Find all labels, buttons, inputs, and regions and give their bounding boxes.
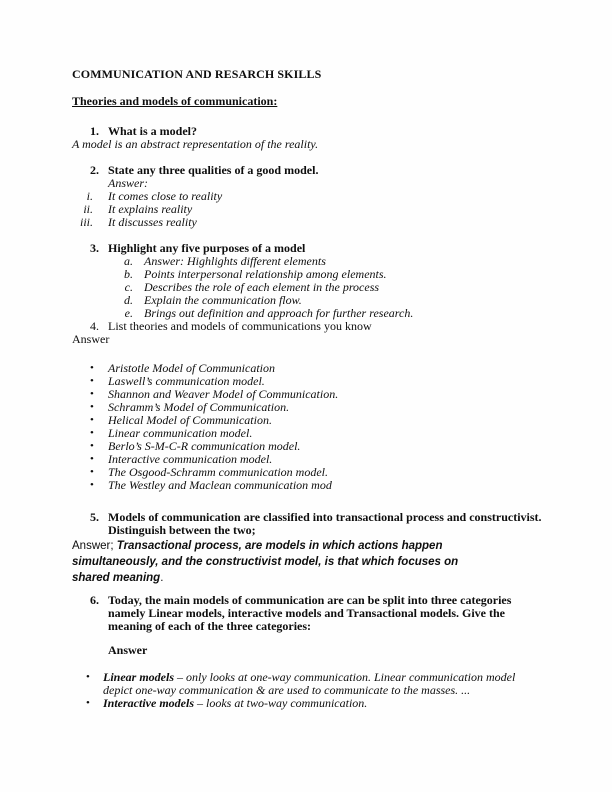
model-item-text: Helical Model of Communication. bbox=[108, 413, 272, 427]
bullet-icon: • bbox=[90, 362, 94, 374]
purpose-item-marker: d. bbox=[124, 293, 133, 307]
model-item-text: Schramm’s Model of Communication. bbox=[108, 400, 290, 414]
quality-item bbox=[72, 216, 544, 229]
question-5-answer-period: . bbox=[160, 572, 164, 584]
model-item-text: The Westley and Maclean communication mod bbox=[108, 478, 332, 492]
model-item-text: Laswell’s communication model. bbox=[108, 374, 265, 388]
question-5-answer-text: Transactional process, are models in which actions happen simultaneously, and the constructivist model, is that which focuses on shared meaning bbox=[72, 540, 459, 584]
question-5-text: Models of communication are classified into transactional process and constructivist. Distinguish between the two; bbox=[108, 510, 542, 537]
category-item-lead: Interactive models bbox=[103, 696, 194, 710]
question-1-text: What is a model? bbox=[108, 124, 198, 138]
category-item-desc: – looks at two-way communication. bbox=[193, 696, 368, 710]
quality-item-text: It comes close to reality bbox=[108, 189, 223, 203]
model-item-text: Berlo’s S-M-C-R communication model. bbox=[108, 439, 301, 453]
category-item-lead: Linear models bbox=[103, 670, 174, 684]
purpose-item-text: Brings out definition and approach for further research. bbox=[144, 306, 414, 320]
bullet-icon: • bbox=[90, 414, 94, 426]
question-4 bbox=[72, 320, 544, 333]
page-title: COMMUNICATION AND RESARCH SKILLS bbox=[72, 67, 322, 81]
bullet-icon: • bbox=[86, 697, 90, 709]
purpose-item-text: Answer: Highlights different elements bbox=[144, 254, 326, 268]
question-5 bbox=[72, 511, 544, 537]
question-3-text: Highlight any five purposes of a model bbox=[108, 241, 306, 255]
question-4-answer-label: Answer bbox=[72, 332, 110, 346]
purpose-item-text: Describes the role of each element in the process bbox=[144, 280, 380, 294]
model-item-text: Interactive communication model. bbox=[108, 452, 273, 466]
question-5-answer bbox=[72, 538, 480, 586]
question-2-text: State any three qualities of a good model. bbox=[108, 163, 319, 177]
purpose-item-text: Explain the communication flow. bbox=[144, 293, 302, 307]
model-item-text: Aristotle Model of Communication bbox=[108, 361, 275, 375]
question-5-number: 5. bbox=[90, 510, 99, 524]
question-2-answer-label: Answer: bbox=[108, 176, 148, 190]
quality-item-marker: ii. bbox=[83, 202, 93, 216]
category-item bbox=[72, 697, 544, 710]
question-1-number: 1. bbox=[90, 124, 99, 138]
model-item bbox=[72, 479, 544, 492]
question-2-number: 2. bbox=[90, 163, 99, 177]
question-6-answer-label: Answer bbox=[108, 643, 148, 657]
purpose-item-marker: b. bbox=[124, 267, 133, 281]
category-item-text bbox=[103, 671, 544, 697]
question-3-number: 3. bbox=[90, 241, 99, 255]
bullet-icon: • bbox=[86, 671, 90, 683]
bullet-icon: • bbox=[90, 401, 94, 413]
quality-item-marker: i. bbox=[86, 189, 93, 203]
model-item-text: The Osgood-Schramm communication model. bbox=[108, 465, 328, 479]
purpose-item-marker: c. bbox=[124, 280, 133, 294]
question-5-answer-label: Answer; bbox=[72, 540, 114, 552]
model-item-text: Shannon and Weaver Model of Communication. bbox=[108, 387, 339, 401]
models-list bbox=[72, 362, 544, 492]
question-6-number: 6. bbox=[90, 593, 99, 607]
purpose-item bbox=[72, 281, 544, 294]
category-item-text bbox=[103, 697, 544, 710]
bullet-icon: • bbox=[90, 427, 94, 439]
category-item-desc: – only looks at one-way communication. Linear communication model depict one-way communication & are used to communicate to the masses. ... bbox=[103, 670, 516, 697]
question-6-text: Today, the main models of communication are can be split into three categories namely Linear models, interactive models and Transactional models. Give the meaning of each of the three categories: bbox=[108, 593, 512, 633]
bullet-icon: • bbox=[90, 440, 94, 452]
purpose-item-text: Points interpersonal relationship among elements. bbox=[144, 267, 387, 281]
bullet-icon: • bbox=[90, 466, 94, 478]
bullet-icon: • bbox=[90, 388, 94, 400]
question-4-text: List theories and models of communications you know bbox=[108, 319, 372, 333]
question-4-number: 4. bbox=[90, 319, 99, 333]
bullet-icon: • bbox=[90, 453, 94, 465]
question-1-answer: A model is an abstract representation of the reality. bbox=[72, 137, 319, 151]
model-item-text: Linear communication model. bbox=[108, 426, 253, 440]
question-6 bbox=[72, 594, 544, 633]
section-heading: Theories and models of communication: bbox=[72, 94, 278, 108]
category-item bbox=[72, 671, 544, 697]
purpose-item-marker: e. bbox=[124, 306, 133, 320]
category-list bbox=[72, 671, 544, 710]
bullet-icon: • bbox=[90, 375, 94, 387]
quality-item-text: It explains reality bbox=[108, 202, 193, 216]
quality-item-text: It discusses reality bbox=[108, 215, 197, 229]
quality-item-marker: iii. bbox=[79, 215, 93, 229]
bullet-icon: • bbox=[90, 479, 94, 491]
purpose-item-marker: a. bbox=[124, 254, 133, 268]
